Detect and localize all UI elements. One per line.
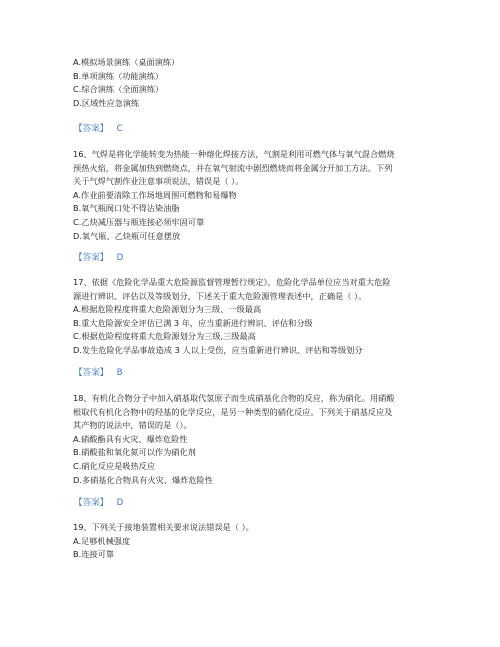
q16-stem-line-3: 关于气焊气割作业注意事项说法，错误是（ ）。 [73,176,244,187]
q15-option-d: D.区域性应急演练 [73,97,140,108]
q17-stem-line-2: 源进行辨识、评估以及等级划分，下述关于重大危险源管理表述中，正确是（ ）。 [73,290,367,301]
q18-option-b: B.硝酸盐和氧化氮可以作为硝化剂 [73,447,196,458]
q15-options [73,56,433,110]
q16-stem-line-1: 16、气焊是将化学能转变为热能一种熔化焊接方法，气割是利用可燃气体与氧气混合燃烧 [73,149,395,159]
question-16 [73,148,433,243]
q15-option-c: C.综合演练（全面演练） [73,84,164,95]
q16-option-a: A.作业前要清除工作场地周围可燃物和易爆物 [73,189,237,200]
q18-answer: 【答案】 D [74,498,124,508]
q18-option-d: D.多硝基化合物具有火灾、爆炸危险性 [73,474,213,485]
q15-answer: 【答案】 C [74,124,123,134]
q17-stem-line-1: 17、依据《危险化学品重大危险源监督管理暂行规定》，危险化学品单位应当对重大危险 [73,277,391,287]
question-19 [73,521,433,562]
q16-option-c: C.乙炔减压器与瓶连接必须牢固可靠 [73,216,205,227]
q15-option-b: B.单项演练（功能演练） [73,70,164,81]
q17-option-d: D.发生危险化学品事故造成 3 人以上受伤，应当重新进行辨识、评估和等级划分 [73,344,363,355]
question-18 [73,392,433,487]
q17-answer: 【答案】 B [74,368,123,378]
question-17 [73,276,433,358]
q19-stem-line-1: 19、下列关于接地装置相关要求说法错误是（ ）。 [73,522,254,532]
q19-option-b: B.连接可靠 [73,549,114,560]
q17-option-b: B.重大危险源安全评估已满 3 年，应当重新进行辨识、评估和分级 [73,317,313,328]
q16-stem-line-2: 预热火焰，将金属加热到燃烧点，并在氧气射流中剧烈燃烧而将金属分开加工方法。下列 [73,162,393,173]
q19-option-a: A.足够机械强度 [73,535,131,546]
q18-stem-line-3: 其产物的说法中，错误的是（）。 [73,420,192,431]
q18-stem-line-1: 18、有机化合物分子中加入硝基取代氢原子而生成硝基化合物的反应，称为硝化。用硝酸 [73,393,395,403]
q16-option-d: D.氧气瓶、乙炔瓶可任意摆放 [73,230,181,241]
q17-option-c: C.根据危险程度将重大危险源划分为三级,三级最高 [73,331,256,342]
q16-option-b: B.氧气瓶阀口处不得沾染油脂 [73,203,180,214]
q17-option-a: A.根据危险程度将重大危险源划分为三级、一级最高 [73,304,262,315]
q15-option-a: A.模拟场景演练（桌面演练） [73,57,180,67]
q16-answer: 【答案】 D [74,253,124,263]
q18-option-c: C.硝化反应是吸热反应 [73,460,156,471]
q18-option-a: A.硝酸酯具有火灾、爆炸危险性 [73,433,188,444]
q18-stem-line-2: 根取代有机化合物中的羟基的化学反应，是另一种类型的硝化反应。下列关于硝基反应及 [73,406,393,417]
